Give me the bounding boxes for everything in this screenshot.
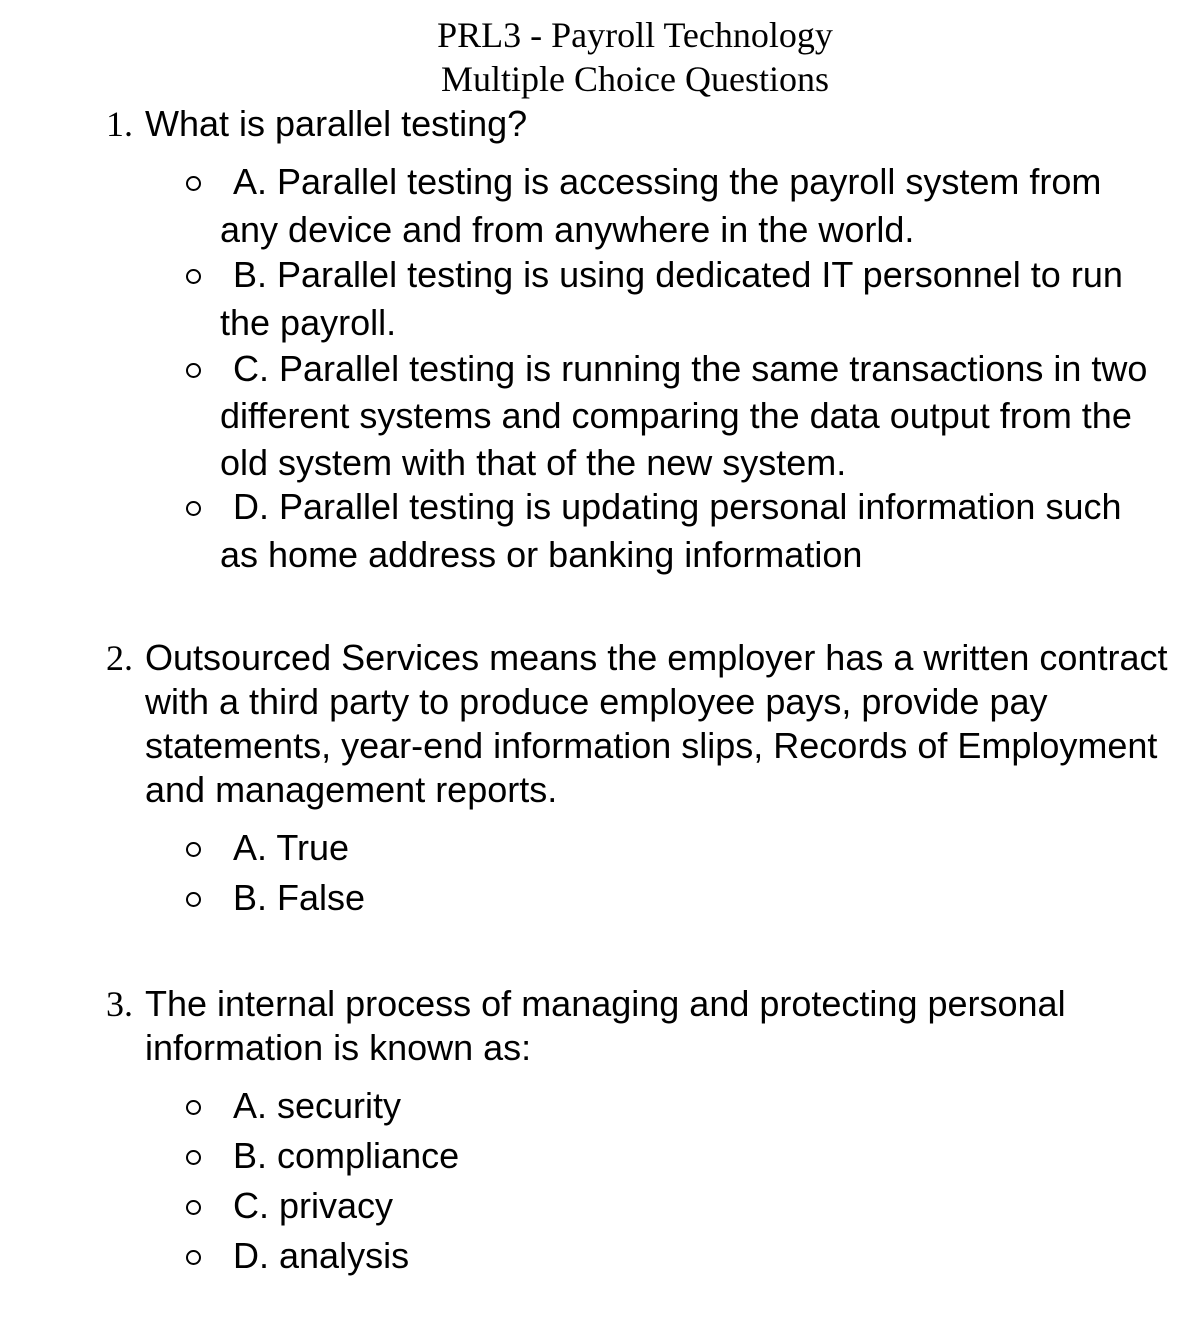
option-text: D. analysis: [233, 1235, 410, 1276]
radio-circle-icon[interactable]: [185, 824, 207, 868]
question-text: The internal process of managing and protecting personal information is known as:: [145, 983, 1066, 1068]
radio-circle-icon[interactable]: [185, 1232, 207, 1276]
question-text: Outsourced Services means the employer has a written contract with a third party to produce employee pays, provide pay statements, year-end information slips, Records of Employment and management reports.: [145, 637, 1168, 810]
question-number: 2.: [106, 638, 133, 678]
radio-circle-icon[interactable]: [185, 1082, 207, 1126]
option-text: B. compliance: [233, 1135, 460, 1176]
question-number: 3.: [106, 984, 133, 1024]
radio-circle-icon[interactable]: [185, 158, 207, 202]
radio-circle-icon[interactable]: [185, 251, 207, 295]
radio-circle-icon[interactable]: [185, 483, 207, 527]
option-text: B. False: [233, 877, 366, 918]
document-subtitle: Multiple Choice Questions: [441, 59, 829, 99]
option-text: A. True: [233, 827, 350, 868]
option-text: A. security: [233, 1085, 402, 1126]
question-number: 1.: [106, 104, 133, 144]
option-text: B. Parallel testing is using dedicated IT personnel to run the payroll.: [220, 254, 1123, 343]
question-text: What is parallel testing?: [145, 103, 528, 144]
option-text: A. Parallel testing is accessing the payroll system from any device and from anywhere in the world.: [220, 161, 1102, 250]
radio-circle-icon[interactable]: [185, 1182, 207, 1226]
option-text: C. Parallel testing is running the same transactions in two different systems and comparing the data output from the old system with that of the new system.: [220, 348, 1148, 483]
option-text: C. privacy: [233, 1185, 394, 1226]
radio-circle-icon[interactable]: [185, 345, 207, 389]
option-text: D. Parallel testing is updating personal information such as home address or banking information: [220, 486, 1122, 575]
radio-circle-icon[interactable]: [185, 1132, 207, 1176]
document-title: PRL3 - Payroll Technology: [437, 15, 833, 55]
radio-circle-icon[interactable]: [185, 874, 207, 918]
